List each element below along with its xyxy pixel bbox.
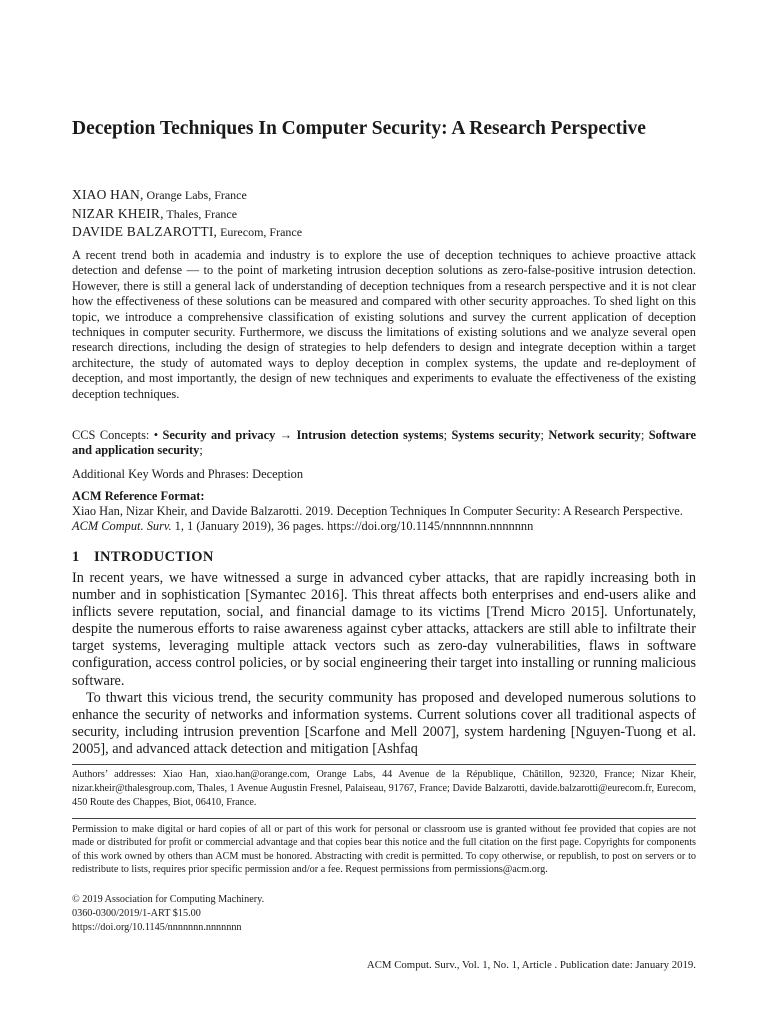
ccs-separator: ; [540,428,549,442]
ccs-prefix: CCS Concepts: • [72,428,163,442]
author-list [72,186,692,242]
paper-title: Deception Techniques In Computer Security: A Research Perspective [72,118,646,139]
introduction-body [72,570,696,758]
paragraph [72,690,696,758]
section-title: INTRODUCTION [94,549,214,565]
paragraph: In recent years, we have witnessed a surge in advanced cyber attacks, that are rapidly increasing both in number and in sophistication [Symantec 2016]. This threat affects both enterprises and end-users alike and inflicts severe reputation, social, and financial damage to its victims [Trend Micro 2015]. Unfortunately, despite the numerous efforts to raise awareness against cyber attacks, attackers are still able to infiltrate their target systems, leveraging multiple attack vectors such as zero-day vulnerabilities, flaws in software configuration, access control policies, or by social engineering their target into installing or running malicious software. [72,570,696,689]
keywords: Additional Key Words and Phrases: Deception [72,467,304,481]
author-affiliation: Thales, France [163,206,238,221]
permission-divider [72,818,696,819]
page-footer: ACM Comput. Surv., Vol. 1, No. 1, Article . Publication date: January 2019. [366,959,696,971]
ccs-concept: Systems security [451,428,541,442]
ccs-separator: ; [443,428,452,442]
journal-name: ACM Comput. Surv. [72,519,172,534]
author-2 [72,205,692,224]
reference-text: Xiao Han, Nizar Kheir, and Davide Balzarotti. 2019. Deception Techniques In Computer Security: A Research Perspective. [72,504,683,518]
footnote-divider [72,764,696,765]
author-affiliation: Orange Labs, France [143,188,247,202]
author-name: NIZAR KHEIR, [72,205,164,221]
ccs-concept: Security and privacy → Intrusion detection systems [162,428,444,442]
ccs-concept: Software and application security [72,428,697,458]
acm-reference-heading: ACM Reference Format: [72,489,205,503]
paragraph-text: To thwart this vicious trend, the security community has proposed and developed numerous solutions to enhance the security of networks and information systems. Current solutions cover all traditional aspects of security, including intrusion prevention [Scarfone and Mell 2007], system hardening [Nguyen-Tuong et al. 2005], and advanced attack detection and mitigation [Ashfaq [72,689,696,757]
author-name: DAVIDE BALZAROTTI, [72,224,218,239]
author-3 [72,223,692,242]
issn-line: 0360-0300/2019/1-ART $15.00 [72,908,201,919]
abstract: A recent trend both in academia and industry is to explore the use of deception techniques to achieve proactive attack detection and defense — to the point of marketing intrusion deception solutions as zero-false-positive intrusion detection. However, there is still a general lack of understanding of deception techniques from a research perspective and it is not clear how the effectiveness of these solutions can be measured and compared with other security approaches. To shed light on this topic, we introduce a comprehensive classification of existing solutions and survey the current application of deception techniques in computer security. Furthermore, we discuss the limitations of existing solutions and we analyze several open research directions, including the design of strategies to help defenders to design and integrate deception within a target architecture, the study of automated ways to deploy deception in complex systems, the update and re-deployment of deception, and most importantly, the design of new techniques and experiments to evaluate the effectiveness of the existing deception techniques. [72,248,696,401]
author-affiliation: Eurecom, France [217,225,303,239]
author-addresses: Authors’ addresses: Xiao Han, xiao.han@orange.com, Orange Labs, 44 Avenue de la République, Châtillon, 92320, France; Nizar Kheir, nizar.kheir@thalesgroup.com, Thales, 1 Avenue Augustin Fresnel, Palaiseau, 91767, France; Davide Balzarotti, davide.balzarotti@eurecom.fr, Eurecom, 450 Route des Chappes, Biot, 06410, France. [72,769,696,808]
ccs-separator: ; [640,428,649,442]
author-name: XIAO HAN, [72,187,144,202]
doi-line: https://doi.org/10.1145/nnnnnnn.nnnnnnn [72,922,242,933]
reference-text: 1, 1 (January 2019), 36 pages. https://doi.org/10.1145/nnnnnnn.nnnnnnn [171,519,534,534]
ccs-concept: Network security [548,428,641,442]
ccs-end: ; [199,443,203,458]
section-heading [72,548,696,566]
ccs-concepts [72,428,696,459]
section-number: 1 [72,549,80,565]
copyright-line: © 2019 Association for Computing Machinery. [72,894,265,905]
author-1 [72,186,692,205]
acm-reference [72,504,696,535]
permission-notice: Permission to make digital or hard copies of all or part of this work for personal or classroom use is granted without fee provided that copies are not made or distributed for profit or commercial advantage and that copies bear this notice and the full citation on the first page. Copyrights for components of this work owned by others than ACM must be honored. Abstracting with credit is permitted. To copy otherwise, or republish, to post on servers or to redistribute to lists, requires prior specific permission and/or a fee. Request permissions from permissions@acm.org. [72,824,696,876]
